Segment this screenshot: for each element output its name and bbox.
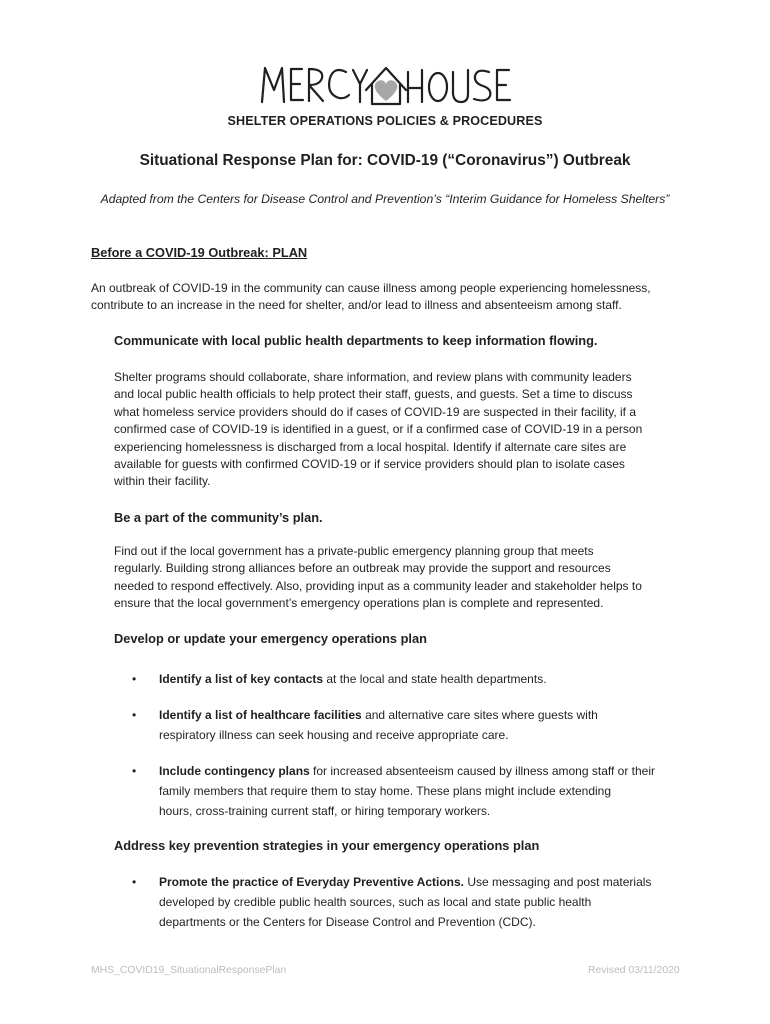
develop-heading: Develop or update your emergency operations plan	[114, 631, 427, 646]
paragraph-line: within their facility.	[114, 474, 211, 489]
section-heading-plan: Before a COVID-19 Outbreak: PLAN	[91, 245, 308, 260]
heart-icon	[375, 80, 398, 101]
list-item-text: at the local and state health departments.	[323, 672, 547, 686]
list-item-lead: Include contingency plans	[159, 764, 310, 778]
adapted-from-note: Adapted from the Centers for Disease Control and Prevention’s “Interim Guidance for Homeless Shelters”	[100, 192, 670, 206]
community-heading: Be a part of the community’s plan.	[114, 510, 323, 525]
list-item-text: Use messaging and post materials	[464, 875, 652, 889]
paragraph-line: Find out if the local government has a private-public emergency planning group that meets	[114, 544, 594, 558]
logo-wordmark-icon	[254, 60, 514, 108]
list-item-text: departments or the Centers for Disease Control and Prevention (CDC).	[159, 915, 536, 929]
community-paragraph	[114, 543, 686, 613]
paragraph-line: and local public health officials to help protect their staff, guests, and guests. Set a time to discuss	[114, 387, 633, 402]
communicate-heading: Communicate with local public health departments to keep information flowing.	[114, 333, 598, 348]
paragraph-line: regularly. Building strong alliances before an outbreak may provide the support and resources	[114, 561, 611, 576]
bullet-icon: •	[132, 708, 137, 722]
list-item-text: family members that require them to stay home. These plans might include extending	[159, 784, 612, 798]
bullet-icon: •	[132, 875, 137, 889]
department-heading: SHELTER OPERATIONS POLICIES & PROCEDURES	[227, 114, 543, 128]
list-item-text: hours, cross-training current staff, or hiring temporary workers.	[159, 804, 491, 818]
page-title: Situational Response Plan for: COVID-19 (“Coronavirus”) Outbreak	[139, 152, 631, 169]
paragraph-line: needed to respond effectively. Also, providing input as a community leader and stakeholder helps to	[114, 578, 642, 593]
list-item-lead: Promote the practice of Everyday Preventive Actions.	[159, 875, 464, 889]
paragraph-line: confirmed case of COVID-19 is identified in a guest, or if a confirmed case of COVID-19 in a person	[114, 422, 643, 437]
bullet-icon: •	[132, 764, 137, 778]
prevention-heading: Address key prevention strategies in your emergency operations plan	[114, 838, 540, 853]
paragraph-line: what homeless service providers should do if cases of COVID-19 are suspected in their facility, if a	[114, 404, 637, 419]
paragraph-line: available for guests with confirmed COVID-19 or if service providers should plan to isolate cases	[114, 457, 625, 472]
list-item-text: respiratory illness can seek housing and receive appropriate care.	[159, 728, 509, 742]
list-item-text: for increased absenteeism caused by illness among staff or their	[309, 764, 655, 778]
list-item-text: and alternative care sites where guests with	[361, 708, 598, 722]
footer-filename: MHS_COVID19_SituationalResponsePlan	[91, 965, 287, 976]
bullet-icon: •	[132, 672, 137, 686]
list-item-text: developed by credible public health sources, such as local and state public health	[159, 895, 592, 909]
paragraph-line: contribute to an increase in the need for shelter, and/or lead to illness and absenteeism among staff.	[91, 298, 622, 313]
footer-revised-date: Revised 03/11/2020	[588, 965, 680, 976]
paragraph-line: experiencing homelessness is discharged from a local hospital. Identify if alternate care sites are	[114, 439, 627, 454]
mercy-house-logo	[254, 60, 514, 108]
list-item-lead: Identify a list of key contacts	[159, 672, 324, 686]
communicate-paragraph	[114, 369, 686, 491]
paragraph-line: ensure that the local government’s emergency operations plan is complete and represented.	[114, 596, 604, 611]
list-item-lead: Identify a list of healthcare facilities	[159, 708, 362, 722]
paragraph-line: An outbreak of COVID-19 in the community can cause illness among people experiencing homelessness,	[91, 281, 651, 295]
paragraph-line: Shelter programs should collaborate, share information, and review plans with community leaders	[114, 370, 632, 384]
intro-paragraph	[91, 280, 691, 315]
